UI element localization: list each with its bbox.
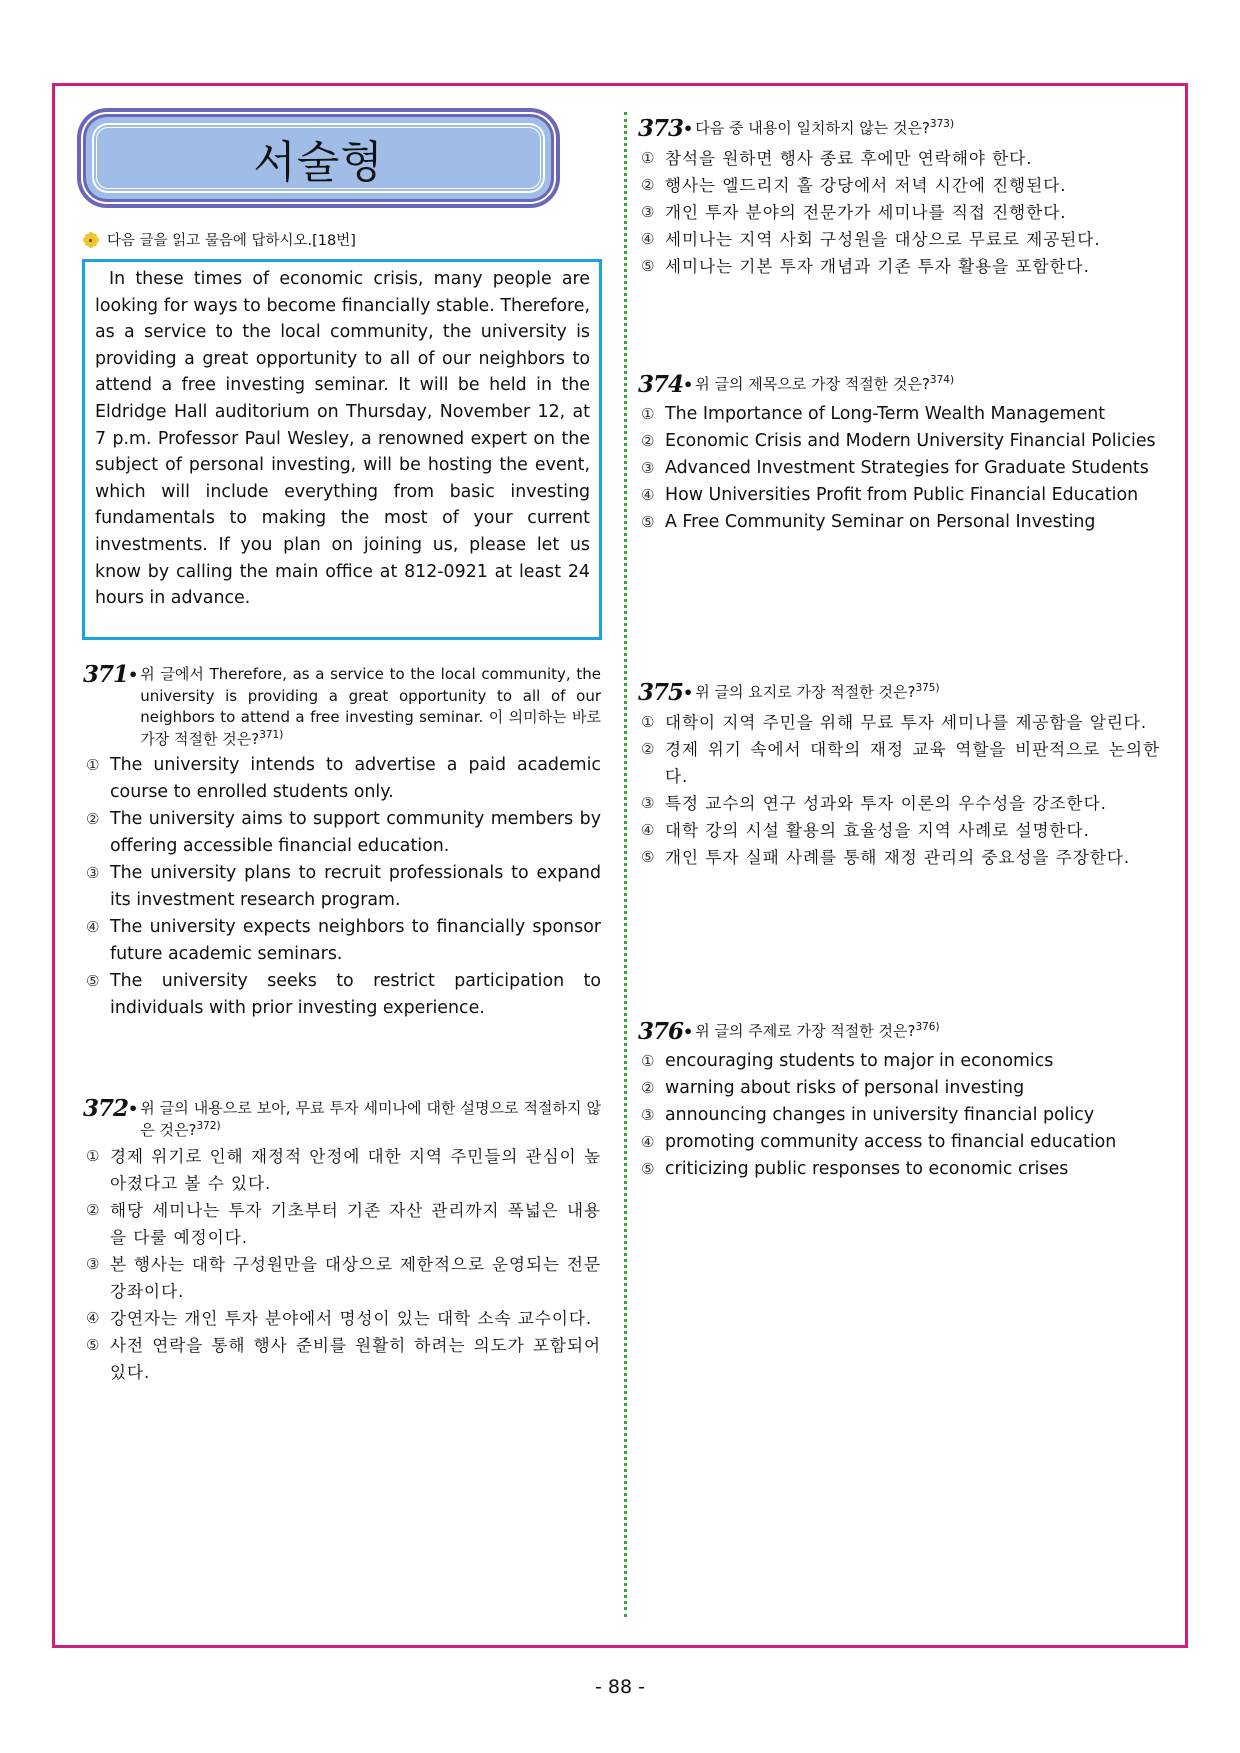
answer-option[interactable]: ③ Advanced Investment Strategies for Graduate Students bbox=[641, 458, 1149, 478]
column-divider bbox=[624, 112, 627, 1617]
answer-option[interactable]: ② 해당 세미나는 투자 기초부터 기존 자산 관리까지 폭넓은 내용을 다룰 예정이다. bbox=[86, 1201, 601, 1247]
answer-option[interactable]: ② The university aims to support community members by offering accessible financial education. bbox=[86, 809, 601, 856]
answer-options bbox=[638, 145, 1160, 280]
answer-options bbox=[638, 709, 1160, 871]
answer-option[interactable]: ⑤ The university seeks to restrict participation to individuals with prior investing experience. bbox=[86, 971, 601, 1018]
answer-option[interactable]: ③ announcing changes in university financial policy bbox=[641, 1105, 1095, 1125]
answer-option[interactable]: ⑤ 사전 연락을 통해 행사 준비를 원활히 하려는 의도가 포함되어 있다. bbox=[86, 1336, 601, 1382]
question-prompt: 위 글의 내용으로 보아, 무료 투자 세미나에 대한 설명으로 적절하지 않은 것은?$^{372)}$ bbox=[140, 1099, 601, 1139]
answer-option[interactable]: ② 행사는 엘드리지 홀 강당에서 저녁 시간에 진행된다. bbox=[641, 176, 1067, 195]
question-374 bbox=[638, 373, 1160, 536]
answer-option[interactable]: ① encouraging students to major in economics bbox=[641, 1051, 1054, 1071]
question-number: 376• bbox=[638, 1018, 693, 1045]
passage-text: In these times of economic crisis, many people are looking for ways to become financially stable. Therefore, as a service to the local community, the university is providing a great opportunity to all of our neighbors to attend a free investing seminar. It will be held in the Eldridge Hall auditorium on Thursday, November 12, at 7 p.m. Professor Paul Wesley, a renowned expert on the subject of personal investing, will be hosting the event, which will include everything from basic investing fundamentals to making the most of your current investments. If you plan on joining us, please let us know by calling the main office at 812-0921 at least 24 hours in advance. bbox=[95, 269, 590, 609]
answer-option[interactable]: ④ The university expects neighbors to financially sponsor future academic seminars. bbox=[86, 917, 601, 964]
page-number: - 88 - bbox=[595, 1676, 645, 1698]
question-373 bbox=[638, 117, 1160, 280]
answer-option[interactable]: ② 경제 위기 속에서 대학의 재정 교육 역할을 비판적으로 논의한다. bbox=[641, 740, 1160, 786]
question-prompt: 위 글의 제목으로 가장 적절한 것은?$^{374)}$ bbox=[695, 374, 955, 393]
answer-options bbox=[83, 752, 601, 1022]
question-372 bbox=[83, 1097, 601, 1386]
answer-option[interactable]: ④ How Universities Profit from Public Financial Education bbox=[641, 485, 1139, 505]
answer-options bbox=[638, 1048, 1160, 1183]
question-375 bbox=[638, 681, 1160, 871]
answer-option[interactable]: ⑤ criticizing public responses to economic crises bbox=[641, 1159, 1069, 1179]
answer-option[interactable]: ③ The university plans to recruit professionals to expand its investment research program. bbox=[86, 863, 601, 910]
question-number: 375• bbox=[638, 679, 693, 706]
answer-option[interactable]: ④ promoting community access to financial education bbox=[641, 1132, 1117, 1152]
section-banner bbox=[77, 108, 560, 208]
answer-option[interactable]: ① 대학이 지역 주민을 위해 무료 투자 세미나를 제공함을 알린다. bbox=[641, 713, 1148, 732]
answer-option[interactable]: ③ 개인 투자 분야의 전문가가 세미나를 직접 진행한다. bbox=[641, 203, 1067, 222]
answer-option[interactable]: ① The Importance of Long-Term Wealth Management bbox=[641, 404, 1106, 424]
answer-option[interactable]: ① 경제 위기로 인해 재정적 안정에 대한 지역 주민들의 관심이 높아졌다고 볼 수 있다. bbox=[86, 1147, 601, 1193]
answer-option[interactable]: ② Economic Crisis and Modern University Financial Policies bbox=[641, 431, 1156, 451]
answer-option[interactable]: ⑤ A Free Community Seminar on Personal Investing bbox=[641, 512, 1096, 532]
answer-option[interactable]: ③ 본 행사는 대학 구성원만을 대상으로 제한적으로 운영되는 전문 강좌이다. bbox=[86, 1255, 601, 1301]
reading-passage bbox=[82, 259, 602, 640]
answer-option[interactable]: ⑤ 세미나는 기본 투자 개념과 기존 투자 활용을 포함한다. bbox=[641, 257, 1090, 276]
instruction-text: 다음 글을 읽고 물음에 답하시오.[18번] bbox=[107, 233, 356, 249]
answer-option[interactable]: ⑤ 개인 투자 실패 사례를 통해 재정 관리의 중요성을 주장한다. bbox=[641, 848, 1131, 867]
answer-option[interactable]: ④ 대학 강의 시설 활용의 효율성을 지역 사례로 설명한다. bbox=[641, 821, 1090, 840]
question-prompt: 위 글에서 Therefore, as a service to the local community, the university is providing a great opportunity to all of our neighbors to attend a free investing seminar. 이 의미하는 바로 가장 적절한 것은?$^{371)}$ bbox=[140, 665, 601, 748]
answer-option[interactable]: ④ 세미나는 지역 사회 구성원을 대상으로 무료로 제공된다. bbox=[641, 230, 1101, 249]
answer-option[interactable]: ④ 강연자는 개인 투자 분야에서 명성이 있는 대학 소속 교수이다. bbox=[86, 1309, 593, 1328]
answer-options bbox=[638, 401, 1160, 536]
answer-option[interactable]: ① The university intends to advertise a paid academic course to enrolled students only. bbox=[86, 755, 601, 802]
question-prompt: 위 글의 요지로 가장 적절한 것은?$^{375)}$ bbox=[695, 682, 940, 701]
answer-options bbox=[83, 1143, 601, 1386]
answer-option[interactable]: ① 참석을 원하면 행사 종료 후에만 연락해야 한다. bbox=[641, 149, 1033, 168]
question-prompt: 위 글의 주제로 가장 적절한 것은?$^{376)}$ bbox=[695, 1021, 940, 1040]
question-number: 372• bbox=[83, 1095, 138, 1122]
answer-option[interactable]: ② warning about risks of personal investing bbox=[641, 1078, 1025, 1098]
flower-bullet-icon bbox=[83, 232, 99, 248]
question-376 bbox=[638, 1020, 1160, 1183]
question-371 bbox=[83, 663, 601, 1022]
answer-option[interactable]: ③ 특정 교수의 연구 성과와 투자 이론의 우수성을 강조한다. bbox=[641, 794, 1107, 813]
instruction bbox=[83, 229, 356, 250]
question-number: 373• bbox=[638, 115, 693, 142]
question-number: 371• bbox=[83, 661, 138, 688]
question-number: 374• bbox=[638, 371, 693, 398]
question-prompt: 다음 중 내용이 일치하지 않는 것은?$^{373)}$ bbox=[695, 118, 955, 137]
section-title: 서술형 bbox=[253, 137, 384, 188]
